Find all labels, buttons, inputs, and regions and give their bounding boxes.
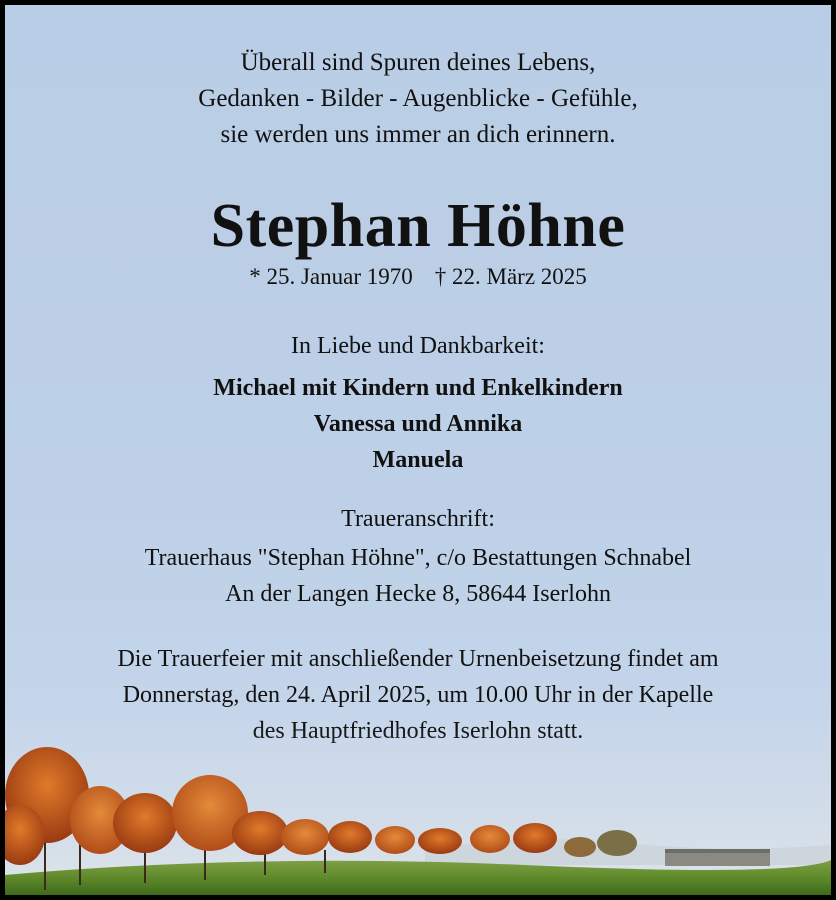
family-member: Michael mit Kindern und Enkelkindern xyxy=(213,375,623,401)
notice-line: Donnerstag, den 24. April 2025, um 10.00 Uhr in der Kapelle xyxy=(122,682,714,708)
death-date: † 22. März 2025 xyxy=(434,264,587,289)
verse-line: Überall sind Spuren deines Lebens, xyxy=(240,49,596,76)
memorial-verse xyxy=(5,45,831,153)
autumn-landscape-image xyxy=(5,725,831,895)
family-member: Vanessa und Annika xyxy=(313,411,523,437)
address-line: Trauerhaus "Stephan Höhne", c/o Bestattungen Schnabel xyxy=(144,545,692,571)
family-member: Manuela xyxy=(372,447,464,473)
deceased-name: Stephan Höhne xyxy=(210,192,626,260)
mourning-address xyxy=(5,540,831,612)
address-line: An der Langen Hecke 8, 58644 Iserlohn xyxy=(225,581,611,607)
notice-line: Die Trauerfeier mit anschließender Urnenbeisetzung findet am xyxy=(117,646,719,672)
address-heading: Traueranschrift: xyxy=(341,506,495,532)
verse-line: sie werden uns immer an dich erinnern. xyxy=(220,121,616,148)
birth-date: * 25. Januar 1970 xyxy=(249,264,413,289)
life-dates xyxy=(5,262,831,292)
family-list xyxy=(5,370,831,478)
obituary-card xyxy=(5,5,831,895)
thanks-heading: In Liebe und Dankbarkeit: xyxy=(291,333,545,359)
verse-line: Gedanken - Bilder - Augenblicke - Gefühle, xyxy=(198,85,638,112)
